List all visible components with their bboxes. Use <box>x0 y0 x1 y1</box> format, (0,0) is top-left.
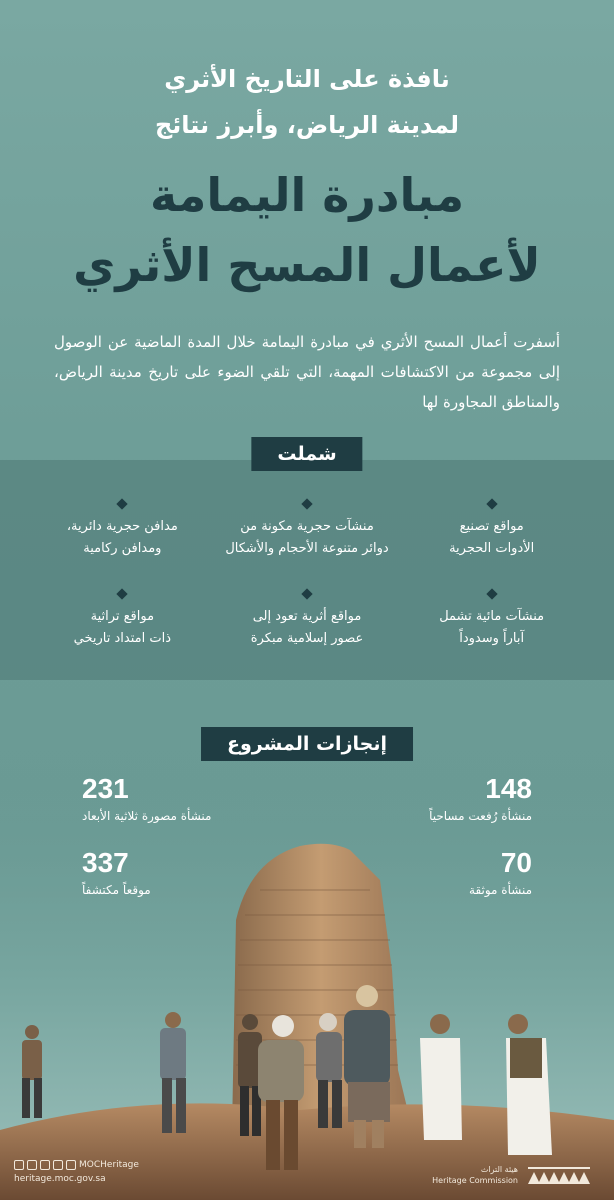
included-item <box>223 590 392 650</box>
item-line: مواقع أثرية تعود إلى <box>252 609 362 624</box>
stat-item <box>327 846 532 900</box>
item-line: الأدوات الحجرية <box>449 541 535 556</box>
snapchat-icon[interactable] <box>66 1160 76 1170</box>
heritage-commission-logo <box>432 1164 596 1186</box>
achievements-label: إنجازات المشروع <box>201 727 413 761</box>
org-name-ar: هيئة التراث <box>480 1165 518 1174</box>
included-item <box>223 500 392 560</box>
achievements-stats <box>82 772 532 900</box>
stat-label: منشأة مصورة ثلاثية الأبعاد <box>82 809 212 823</box>
item-line: مواقع تراثية <box>90 609 155 624</box>
stat-label: منشأة موثقة <box>469 883 532 897</box>
included-grid <box>38 500 576 650</box>
included-label: شملت <box>251 437 362 471</box>
item-line: مواقع تصنيع <box>459 519 524 534</box>
heritage-logo-icon <box>526 1164 596 1186</box>
item-line: عصور إسلامية مبكرة <box>250 631 364 646</box>
item-line: منشآت مائية تشمل <box>439 609 545 624</box>
stat-item <box>327 772 532 826</box>
diamond-bullet-icon <box>117 498 128 509</box>
diamond-bullet-icon <box>117 588 128 599</box>
item-line: منشآت حجرية مكونة من <box>240 519 374 534</box>
stat-value: 231 <box>82 773 129 804</box>
subtitle <box>0 56 614 148</box>
included-item <box>407 590 576 650</box>
stat-label: موقعاً مكتشفاً <box>82 883 151 897</box>
title-line-2: لأعمال المسح الأثري <box>73 238 541 292</box>
diamond-bullet-icon <box>301 498 312 509</box>
tiktok-icon[interactable] <box>40 1160 50 1170</box>
diamond-bullet-icon <box>301 588 312 599</box>
stat-value: 70 <box>500 847 532 878</box>
website-link[interactable]: heritage.moc.gov.sa <box>14 1174 106 1184</box>
diamond-bullet-icon <box>486 498 497 509</box>
item-line: ذات امتداد تاريخي <box>73 631 172 646</box>
stat-value: 337 <box>82 847 129 878</box>
item-line: مدافن حجرية دائرية، <box>66 519 178 534</box>
social-handle[interactable]: MOCHeritage <box>79 1160 139 1170</box>
org-name-en: Heritage Commission <box>432 1176 518 1185</box>
page-title <box>0 160 614 300</box>
stat-value: 148 <box>485 773 532 804</box>
item-line: ومدافن ركامية <box>83 541 162 556</box>
included-item <box>407 500 576 560</box>
youtube-icon[interactable] <box>53 1160 63 1170</box>
included-item <box>38 590 207 650</box>
stat-item <box>82 846 287 900</box>
included-item <box>38 500 207 560</box>
stat-item <box>82 772 287 826</box>
instagram-icon[interactable] <box>27 1160 37 1170</box>
item-line: آباراً وسدوداً <box>459 631 525 646</box>
subtitle-line-1: نافذة على التاريخ الأثري <box>164 65 450 93</box>
diamond-bullet-icon <box>486 588 497 599</box>
stat-label: منشأة رُفعت مساحياً <box>429 809 532 823</box>
subtitle-line-2: لمدينة الرياض، وأبرز نتائج <box>154 111 460 139</box>
item-line: دوائر متنوعة الأحجام والأشكال <box>225 541 389 556</box>
social-footer <box>14 1158 139 1186</box>
intro-paragraph: أسفرت أعمال المسح الأثري في مبادرة اليمامة خلال المدة الماضية عن الوصول إلى مجموعة من الاكتشافات المهمة، التي تلقي الضوء على تاريخ مدينة الرياض، والمناطق المجاورة لها <box>54 333 560 411</box>
title-line-1: مبادرة اليمامة <box>149 168 465 222</box>
x-icon[interactable] <box>14 1160 24 1170</box>
